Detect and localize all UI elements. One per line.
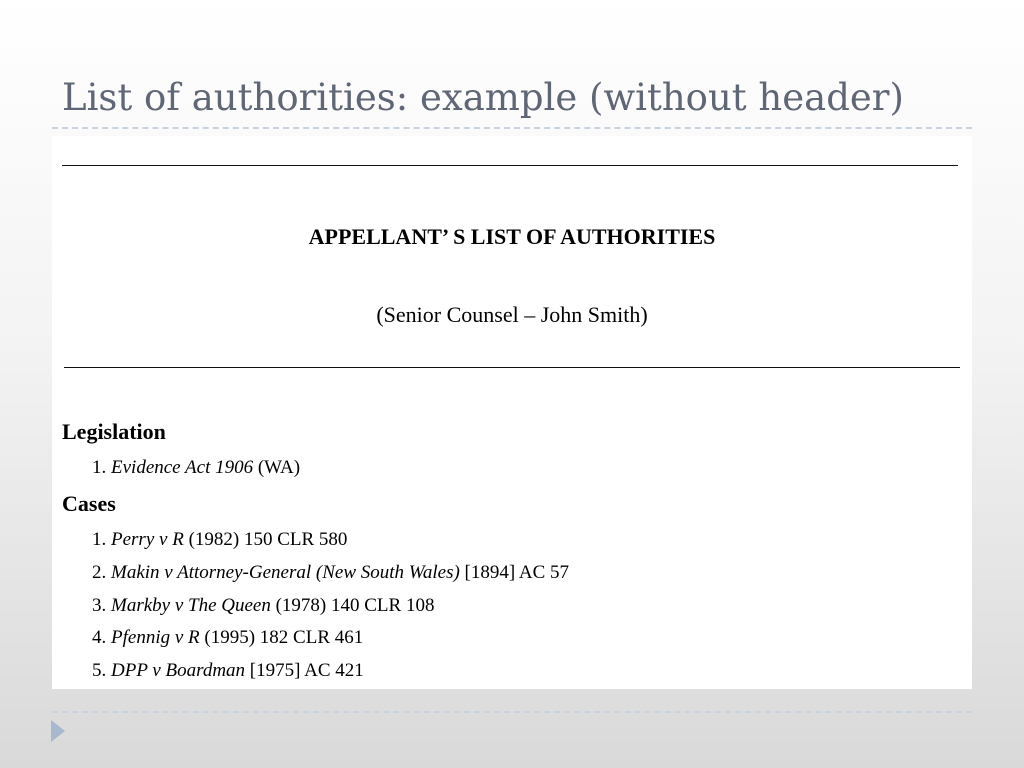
item-number: 1. <box>92 457 107 478</box>
cases-heading: Cases <box>62 491 116 516</box>
item-name: Pfennig v R <box>111 627 200 648</box>
case-item <box>92 562 569 584</box>
item-citation: (WA) <box>257 457 301 478</box>
case-item <box>92 627 363 649</box>
item-citation: (1995) 182 CLR 461 <box>204 627 364 648</box>
item-number: 1. <box>92 529 107 550</box>
item-citation: [1975] AC 421 <box>249 660 364 681</box>
play-arrow-icon <box>51 720 65 742</box>
item-name: Evidence Act 1906 <box>111 457 254 478</box>
document-panel <box>52 136 972 689</box>
item-citation: [1894] AC 57 <box>464 562 570 583</box>
footer-divider <box>52 711 972 713</box>
item-name: Makin v Attorney-General (New South Wales) <box>111 562 460 583</box>
item-citation: (1978) 140 CLR 108 <box>275 595 435 616</box>
case-item <box>92 595 434 617</box>
item-number: 3. <box>92 595 107 616</box>
bottom-rule <box>64 367 960 368</box>
item-citation: (1982) 150 CLR 580 <box>188 529 348 550</box>
item-number: 5. <box>92 660 107 681</box>
legislation-item <box>92 457 300 479</box>
title-divider <box>52 127 972 129</box>
case-item <box>92 529 347 551</box>
document-heading: APPELLANT’ S LIST OF AUTHORITIES <box>308 224 716 249</box>
item-name: Markby v The Queen <box>111 595 271 616</box>
case-item <box>92 660 364 682</box>
slide-title: List of authorities: example (without header) <box>62 76 904 119</box>
item-number: 2. <box>92 562 107 583</box>
item-name: DPP v Boardman <box>111 660 246 681</box>
document-subheading: (Senior Counsel – John Smith) <box>376 302 648 327</box>
item-number: 4. <box>92 627 107 648</box>
legislation-heading: Legislation <box>62 419 166 444</box>
top-rule <box>62 165 958 166</box>
item-name: Perry v R <box>111 529 184 550</box>
